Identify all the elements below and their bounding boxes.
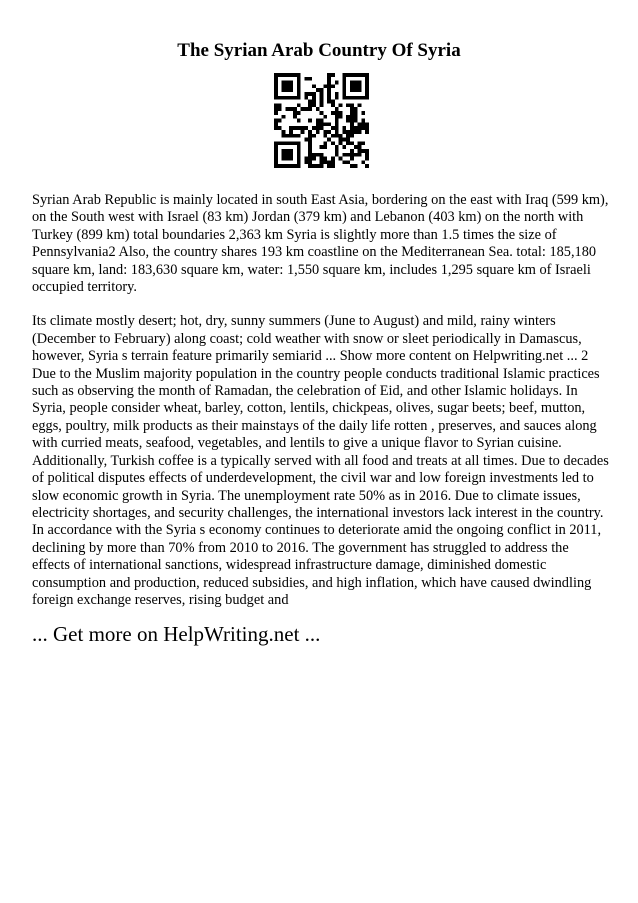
qr-code-icon	[274, 73, 369, 168]
document-title: The Syrian Arab Country Of Syria	[177, 40, 461, 61]
get-more-link[interactable]: ... Get more on HelpWriting.net ...	[32, 622, 321, 646]
paragraph-1: Syrian Arab Republic is mainly located in south East Asia, bordering on the east with Iraq (599 km), on the South west with Israel (83 km) Jordan (379 km) and Lebanon (403 km) on the north with Turkey (899 km) total boundaries 2,363 km Syria is slightly more than 1.5 times the size of Pennsylvania2 Also, the country shares 193 km coastline on the Mediterranean Sea. total: 185,180 square km, land: 183,630 square km, water: 1,550 square km, includes 1,295 square km of Israeli occupied territory.	[32, 192, 609, 296]
document-body	[32, 192, 610, 609]
paragraph-2: Its climate mostly desert; hot, dry, sunny summers (June to August) and mild, rainy winters (December to February) along coast; cold weather with snow or sleet periodically in Damascus, however, Syria s terrain feature primarily semiarid ... Show more content on Helpwriting.net ... 2 Due to the Muslim majority population in the country people conducts traditional Islamic practices such as observing the month of Ramadan, the celebration of Eid, and other Islamic holidays. In Syria, people consider wheat, barley, cotton, lentils, chickpeas, olives, sugar beets; beef, mutton, eggs, poultry, milk products as their mainstays of the daily life rotten , preserves, and sauces along with curried meats, seafood, vegetables, and lentils to give a unique flavor to Syrian cuisine. Additionally, Turkish coffee is a typically served with all food and treats at all times. Due to decades of political disputes effects of underdevelopment, the civil war and low foreign investments led to slow economic growth in Syria. The unemployment rate 50% as in 2016. Due to climate issues, electricity shortages, and security challenges, the international investors lack interest in the country. In accordance with the Syria s economy continues to deteriorate amid the ongoing conflict in 2011, declining by more than 70% from 2010 to 2016. The government has struggled to address the effects of international sanctions, widespread infrastructure damage, diminished domestic consumption and production, reduced subsidies, and high inflation, which have caused dwindling foreign exchange reserves, rising budget and	[32, 313, 609, 608]
